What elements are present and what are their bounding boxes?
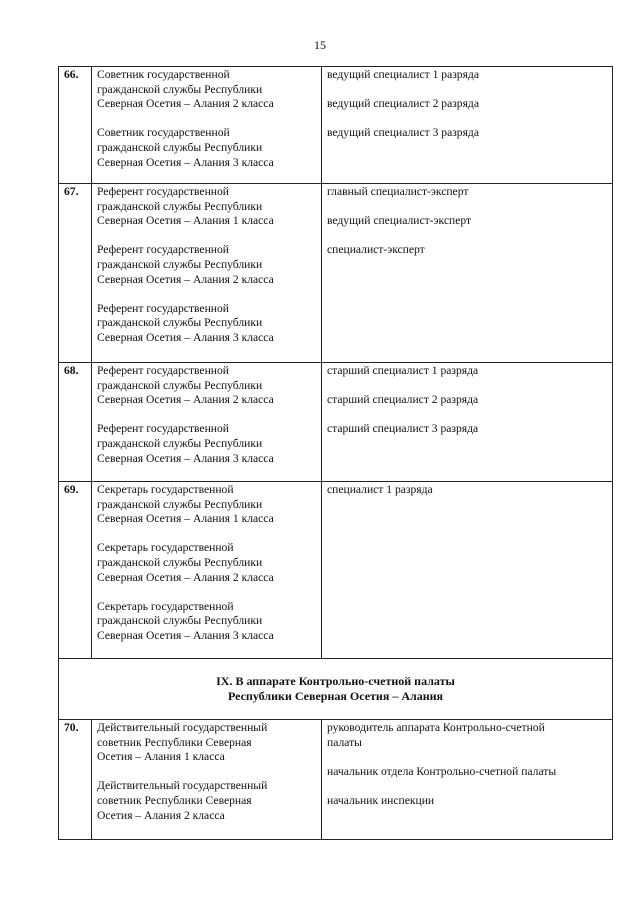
position-title bbox=[97, 364, 316, 408]
position-title-line: Северная Осетия – Алания 3 класса bbox=[97, 451, 274, 465]
equivalent-position-line: руководитель аппарата Контрольно-счетной bbox=[327, 721, 545, 734]
equivalent-position-line: старший специалист 1 разряда bbox=[327, 364, 479, 377]
position-title-line: Референт государственной bbox=[97, 364, 229, 377]
position-title-line: гражданской службы Республики bbox=[97, 436, 263, 450]
position-title-line: Северная Осетия – Алания 2 класса bbox=[97, 570, 274, 584]
section-title-line-2: Республики Северная Осетия – Алания bbox=[227, 689, 444, 703]
position-title-line: Референт государственной bbox=[97, 422, 229, 436]
position-title-line: Северная Осетия – Алания 2 класса bbox=[97, 97, 274, 111]
position-title bbox=[97, 185, 316, 229]
position-title bbox=[97, 126, 316, 170]
position-title-line: Северная Осетия – Алания 2 класса bbox=[97, 272, 274, 286]
position-title bbox=[97, 422, 316, 466]
equivalent-position bbox=[327, 126, 607, 141]
grade-equivalence-table bbox=[58, 66, 613, 840]
position-title-line: гражданской службы Республики bbox=[97, 614, 263, 628]
position-title-line: гражданской службы Республики bbox=[97, 199, 263, 213]
position-title-line: гражданской службы Республики bbox=[97, 555, 263, 569]
equivalent-position bbox=[327, 765, 607, 780]
equivalent-position bbox=[327, 68, 607, 83]
equivalent-position-line: палаты bbox=[327, 735, 362, 749]
position-title-line: советник Республики Северная bbox=[97, 735, 252, 749]
row-number: 68. bbox=[59, 363, 92, 482]
position-title-line: гражданской службы Республики bbox=[97, 316, 263, 330]
position-cell bbox=[92, 363, 322, 482]
equivalent-position-line: главный специалист-эксперт bbox=[327, 185, 469, 198]
position-title-line: Северная Осетия – Алания 2 класса bbox=[97, 393, 274, 407]
equivalent-position-line: ведущий специалист 2 разряда bbox=[327, 97, 479, 111]
position-title bbox=[97, 600, 316, 644]
position-title-line: Референт государственной bbox=[97, 301, 229, 315]
position-title-line: Секретарь государственной bbox=[97, 599, 234, 613]
equivalent-cell bbox=[322, 720, 613, 840]
section-header-row bbox=[59, 659, 613, 720]
position-title-line: Советник государственной bbox=[97, 126, 230, 140]
equivalent-cell bbox=[322, 184, 613, 363]
position-title bbox=[97, 721, 316, 765]
table-row bbox=[59, 720, 613, 840]
row-number: 70. bbox=[59, 720, 92, 840]
equivalent-position bbox=[327, 483, 607, 498]
position-cell bbox=[92, 184, 322, 363]
equivalent-position-line: начальник инспекции bbox=[327, 793, 435, 807]
position-title bbox=[97, 541, 316, 585]
table-row bbox=[59, 184, 613, 363]
position-title-line: гражданской службы Республики bbox=[97, 82, 263, 96]
position-title-line: советник Республики Северная bbox=[97, 793, 252, 807]
position-title-line: Секретарь государственной bbox=[97, 541, 234, 555]
position-title-line: Осетия – Алания 2 класса bbox=[97, 808, 225, 822]
equivalent-position bbox=[327, 721, 607, 750]
position-title-line: Советник государственной bbox=[97, 68, 230, 81]
equivalent-position-line: специалист-эксперт bbox=[327, 243, 425, 257]
equivalent-position bbox=[327, 393, 607, 408]
equivalent-position-line: ведущий специалист 1 разряда bbox=[327, 68, 479, 81]
position-title-line: Осетия – Алания 1 класса bbox=[97, 750, 225, 764]
position-title-line: Действительный государственный bbox=[97, 721, 268, 734]
equivalent-position-line: начальник отдела Контрольно-счетной палаты bbox=[327, 764, 557, 778]
equivalent-position-line: старший специалист 3 разряда bbox=[327, 422, 479, 436]
page-number: 15 bbox=[314, 38, 326, 52]
position-title-line: Референт государственной bbox=[97, 185, 229, 198]
position-title bbox=[97, 483, 316, 527]
equivalent-position-line: ведущий специалист 3 разряда bbox=[327, 126, 479, 140]
section-header-cell bbox=[59, 659, 613, 720]
equivalent-cell bbox=[322, 363, 613, 482]
position-title bbox=[97, 68, 316, 112]
position-title-line: гражданской службы Республики bbox=[97, 497, 263, 511]
table-row bbox=[59, 67, 613, 184]
position-title bbox=[97, 302, 316, 346]
position-title bbox=[97, 779, 316, 823]
table-row bbox=[59, 482, 613, 659]
equivalent-cell bbox=[322, 67, 613, 184]
position-title-line: Референт государственной bbox=[97, 243, 229, 257]
position-title-line: Северная Осетия – Алания 3 класса bbox=[97, 330, 274, 344]
equivalent-position-line: ведущий специалист-эксперт bbox=[327, 214, 472, 228]
equivalent-position bbox=[327, 97, 607, 112]
equivalent-position bbox=[327, 422, 607, 437]
equivalent-cell bbox=[322, 482, 613, 659]
section-title-line-1: IX. В аппарате Контрольно-счетной палаты bbox=[216, 674, 455, 688]
equivalent-position bbox=[327, 794, 607, 809]
table-body bbox=[59, 67, 613, 840]
position-title bbox=[97, 243, 316, 287]
equivalent-position-line: старший специалист 2 разряда bbox=[327, 393, 479, 407]
position-title-line: гражданской службы Республики bbox=[97, 378, 263, 392]
table-row bbox=[59, 363, 613, 482]
position-title-line: Секретарь государственной bbox=[97, 483, 234, 496]
equivalent-position bbox=[327, 214, 607, 229]
position-title-line: Северная Осетия – Алания 1 класса bbox=[97, 512, 274, 526]
row-number: 67. bbox=[59, 184, 92, 363]
position-cell bbox=[92, 720, 322, 840]
position-title-line: Действительный государственный bbox=[97, 779, 268, 793]
position-title-line: Северная Осетия – Алания 3 класса bbox=[97, 155, 274, 169]
equivalent-position bbox=[327, 364, 607, 379]
row-number: 66. bbox=[59, 67, 92, 184]
position-title-line: Северная Осетия – Алания 1 класса bbox=[97, 214, 274, 228]
equivalent-position-line: специалист 1 разряда bbox=[327, 483, 433, 496]
position-cell bbox=[92, 482, 322, 659]
position-title-line: гражданской службы Республики bbox=[97, 257, 263, 271]
position-cell bbox=[92, 67, 322, 184]
row-number: 69. bbox=[59, 482, 92, 659]
equivalent-position bbox=[327, 185, 607, 200]
position-title-line: гражданской службы Республики bbox=[97, 140, 263, 154]
equivalent-position bbox=[327, 243, 607, 258]
position-title-line: Северная Осетия – Алания 3 класса bbox=[97, 628, 274, 642]
